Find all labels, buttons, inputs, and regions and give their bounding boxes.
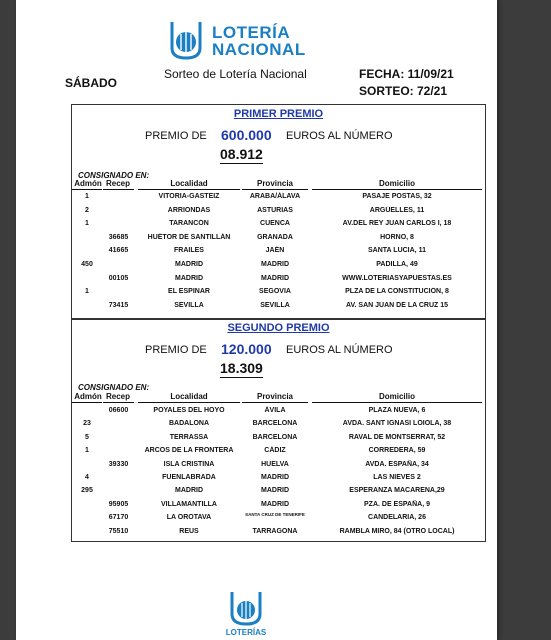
col-provincia: Provincia — [256, 392, 293, 401]
cell-admon: 23 — [83, 420, 91, 428]
cell-provincia: JAÉN — [265, 247, 285, 255]
cell-domicilio: RAMBLA MIRO, 84 (OTRO LOCAL) — [339, 527, 455, 535]
cell-provincia: TARRAGONA — [252, 527, 298, 535]
col-domicilio: Domicilio — [378, 392, 415, 401]
cell-recep: 73415 — [108, 301, 129, 309]
cell-domicilio: AVDA. SANT IGNASI LOIOLA, 38 — [342, 420, 452, 428]
cell-admon: 2 — [85, 206, 89, 214]
header-rule — [72, 402, 102, 403]
cell-recep: 00105 — [108, 274, 129, 282]
cell-domicilio: AV.DEL REY JUAN CARLOS I, 18 — [342, 220, 452, 228]
cell-admon: 1 — [85, 220, 89, 228]
cell-domicilio: ESPERANZA MACARENA,29 — [349, 487, 445, 495]
cell-domicilio: ARGÜELLES, 11 — [369, 206, 425, 214]
col-recep: Recep — [105, 179, 130, 188]
cell-provincia: ASTURIAS — [257, 206, 293, 214]
header-rule — [103, 402, 134, 403]
cell-localidad: BADALONA — [168, 420, 210, 428]
cell-localidad: TERRASSA — [169, 433, 209, 441]
cell-recep: 41665 — [108, 247, 129, 255]
cell-domicilio: CANDELARIA, 26 — [368, 514, 426, 522]
cell-admon: 4 — [85, 474, 89, 481]
footer-brand: LOTERÍAS — [225, 628, 267, 637]
col-admon: Admón — [74, 392, 102, 401]
cell-domicilio: PLZA DE LA CONSTITUCIÓN, 8 — [345, 288, 449, 296]
loterias-footer-logo — [221, 590, 271, 640]
cell-localidad: FRAILES — [174, 247, 204, 255]
consignado-label: CONSIGNADO EN: — [78, 171, 150, 180]
cell-provincia: MADRID — [261, 474, 289, 481]
cell-recep: 75510 — [108, 527, 129, 535]
cell-recep: 06600 — [108, 407, 129, 414]
header-rule — [242, 402, 308, 403]
cell-admon: 1 — [85, 288, 89, 296]
header-rule — [72, 189, 102, 190]
col-provincia: Provincia — [256, 179, 293, 188]
cell-domicilio: RAVAL DE MONTSERRAT, 52 — [348, 433, 446, 441]
cell-domicilio: PASAJE POSTAS, 32 — [362, 193, 432, 200]
second-prize-number: 18.309 — [220, 360, 263, 376]
day-label: SÁBADO — [65, 76, 118, 90]
cell-recep: 39330 — [108, 460, 129, 468]
col-localidad: Localidad — [170, 179, 208, 188]
cell-recep: 36685 — [108, 233, 129, 241]
logo-text-nacional: NACIONAL — [212, 40, 306, 59]
first-prize-section — [71, 104, 486, 320]
cell-provincia: MADRID — [261, 274, 289, 282]
cell-provincia: GRANADA — [257, 233, 293, 241]
cell-provincia: CUENCA — [260, 220, 290, 228]
col-localidad: Localidad — [170, 392, 208, 401]
second-prize-title: SEGUNDO PREMIO — [227, 322, 330, 334]
second-prize-amount: 120.000 — [221, 341, 272, 357]
cell-localidad: MADRID — [175, 274, 203, 282]
cell-localidad: ISLA CRISTINA — [163, 460, 215, 468]
cell-localidad: VILLAMANTILLA — [161, 500, 217, 508]
consignado-label: CONSIGNADO EN: — [78, 383, 150, 392]
cell-domicilio: PZA. DE ESPAÑA, 9 — [364, 500, 430, 508]
cell-domicilio: PADILLA, 49 — [376, 261, 418, 268]
cell-localidad: SEVILLA — [174, 301, 204, 309]
cell-domicilio: PLAZA NUEVA, 6 — [368, 407, 426, 414]
cell-admon: 1 — [85, 193, 89, 200]
cell-recep: 95905 — [108, 500, 129, 508]
draw-number: SORTEO: 72/21 — [359, 84, 448, 98]
draw-date: FECHA: 11/09/21 — [359, 67, 454, 81]
cell-localidad: ARCOS DE LA FRONTERA — [144, 447, 234, 455]
header-rule — [103, 189, 134, 190]
header-rule — [312, 189, 482, 190]
document-page — [16, 0, 497, 640]
cell-domicilio: CORREDERA, 59 — [368, 447, 426, 455]
cell-localidad: POYALES DEL HOYO — [153, 407, 225, 414]
cell-localidad: HUÉTOR DE SANTILLÁN — [147, 233, 231, 241]
header-rule — [138, 189, 240, 190]
col-domicilio: Domicilio — [378, 179, 415, 188]
first-prize-euros-label: EUROS AL NÚMERO — [286, 130, 393, 142]
cell-localidad: MADRID — [175, 487, 203, 495]
cell-localidad: TARANCÓN — [169, 220, 209, 228]
cell-admon: 1 — [85, 447, 89, 455]
cell-localidad: FUENLABRADA — [162, 474, 216, 481]
loteria-nacional-logo — [168, 14, 328, 58]
cell-provincia: ARABA/ÁLAVA — [249, 193, 301, 200]
cell-admon: 5 — [85, 433, 89, 441]
header-rule — [138, 402, 240, 403]
cell-provincia: HUELVA — [261, 460, 289, 468]
cell-provincia: BARCELONA — [252, 420, 298, 428]
cell-localidad: LA OROTAVA — [166, 514, 212, 522]
cell-admon: 295 — [81, 487, 93, 495]
cell-provincia: ÁVILA — [264, 407, 286, 414]
second-prize-section — [71, 318, 486, 542]
draw-subtitle: Sorteo de Lotería Nacional — [164, 67, 307, 81]
cell-recep: 67170 — [108, 514, 129, 522]
logo-wordmark — [212, 24, 306, 58]
cell-provincia: MADRID — [261, 500, 289, 508]
cell-provincia: BARCELONA — [252, 433, 298, 441]
cell-provincia: CÁDIZ — [264, 447, 286, 455]
second-prize-euros-label: EUROS AL NÚMERO — [286, 344, 393, 356]
second-prize-label: PREMIO DE — [145, 344, 207, 356]
first-prize-amount: 600.000 — [221, 127, 272, 143]
cell-domicilio: AV. SAN JUAN DE LA CRUZ 15 — [345, 301, 449, 309]
cell-localidad: ARRIONDAS — [167, 206, 211, 214]
cell-admon: 450 — [81, 261, 93, 268]
logo-text-loteria: LOTERÍA — [212, 23, 291, 42]
cell-provincia: MADRID — [261, 487, 289, 495]
cell-domicilio: HORNO, 8 — [380, 233, 414, 241]
cell-domicilio: WWW.LOTERIASYAPUESTAS.ES — [342, 274, 452, 282]
cell-localidad: EL ESPINAR — [168, 288, 210, 296]
cell-localidad: MADRID — [175, 261, 203, 268]
cell-domicilio: AVDA. ESPAÑA, 34 — [365, 460, 429, 468]
globe-logo-icon — [168, 20, 204, 60]
cell-localidad: REUS — [179, 527, 199, 535]
cell-domicilio: LAS NIEVES 2 — [373, 474, 421, 481]
col-recep: Recep — [105, 392, 130, 401]
cell-provincia: SEGOVIA — [259, 288, 291, 296]
cell-provincia: SANTA CRUZ DE TENERIFE — [245, 512, 305, 518]
cell-provincia: MADRID — [261, 261, 289, 268]
cell-localidad: VITORIA-GASTEIZ — [158, 193, 220, 200]
cell-provincia: SEVILLA — [260, 301, 290, 309]
first-prize-label: PREMIO DE — [145, 130, 207, 142]
cell-domicilio: SANTA LUCIA, 11 — [368, 247, 426, 255]
header-rule — [312, 402, 482, 403]
footer-globe-icon — [221, 590, 271, 628]
header-rule — [242, 189, 308, 190]
first-prize-number: 08.912 — [220, 146, 263, 162]
first-prize-title: PRIMER PREMIO — [233, 108, 324, 120]
col-admon: Admón — [74, 179, 102, 188]
